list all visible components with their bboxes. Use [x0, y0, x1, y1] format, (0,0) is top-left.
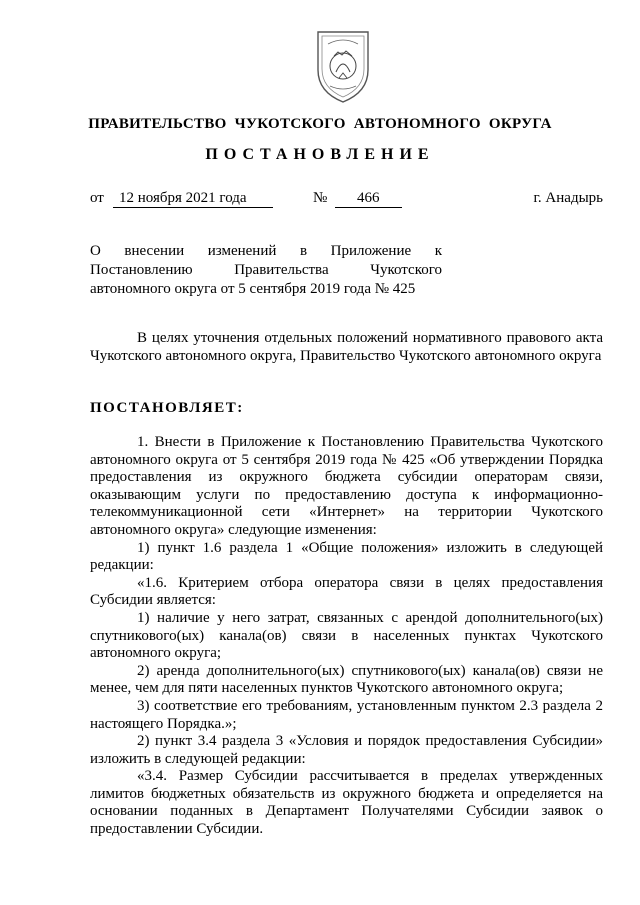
paragraph: «1.6. Критерием отбора оператора связи в целях предоставления Субсидии является:: [90, 574, 603, 609]
document-number: 466: [335, 189, 402, 208]
subject-line: О внесении изменений в Приложение к: [90, 243, 442, 259]
preamble: [90, 330, 603, 365]
subject-line: автономного округа от 5 сентября 2019 года № 425: [90, 281, 416, 297]
resolves-heading: ПОСТАНОВЛЯЕТ:: [90, 400, 244, 416]
date-prefix: от: [90, 190, 104, 206]
document-date: 12 ноября 2021 года: [113, 189, 273, 208]
coat-of-arms-emblem: [312, 26, 374, 106]
subject-line: Постановлению Правительства Чукотского: [90, 262, 442, 278]
paragraph: 1) наличие у него затрат, связанных с арендой дополнительного(ых) спутникового(ых) канала(ов) связи в населенных пунктах Чукотского автономного округа;: [90, 609, 603, 662]
paragraph: 1. Внести в Приложение к Постановлению Правительства Чукотского автономного округа от 5 сентября 2019 года № 425 «Об утверждении Порядка предоставления из окружного бюджета субсидии операторам связи, оказывающим услуги по предоставлению доступа к информационно-телекоммуникационной сети «Интернет» на территории Чукотского автономного округа» следующие изменения:: [90, 434, 603, 538]
paragraph: 2) пункт 3.4 раздела 3 «Условия и порядок предоставления Субсидии» изложить в следующей редакции:: [90, 733, 603, 767]
paragraph: 1) пункт 1.6 раздела 1 «Общие положения» изложить в следующей редакции:: [90, 539, 603, 574]
number-prefix: №: [313, 190, 328, 206]
document-type: ПОСТАНОВЛЕНИЕ: [205, 146, 435, 163]
paragraph: 3) соответствие его требованиям, установленным пунктом 2.3 раздела 2 настоящего Порядка.»;: [90, 697, 603, 732]
government-title: ПРАВИТЕЛЬСТВО ЧУКОТСКОГО АВТОНОМНОГО ОКРУГА: [88, 116, 552, 132]
resolution-body: [90, 434, 603, 839]
paragraph: 2) аренда дополнительного(ых) спутникового(ых) канала(ов) связи не менее, чем для пяти населенных пунктов Чукотского автономного округа;: [90, 662, 603, 697]
document-subject: [90, 242, 442, 299]
preamble-text: В целях уточнения отдельных положений нормативного правового акта Чукотского автономного округа, Правительство Чукотского автономного округа: [90, 330, 603, 364]
city: г. Анадырь: [533, 190, 603, 206]
paragraph: «3.4. Размер Субсидии рассчитывается в пределах утвержденных лимитов бюджетных обязательств из окружного бюджета и определяется на основании поданных в Департамент Получателями Субсидии заявок о предоставлении Субсидии.: [90, 768, 603, 838]
